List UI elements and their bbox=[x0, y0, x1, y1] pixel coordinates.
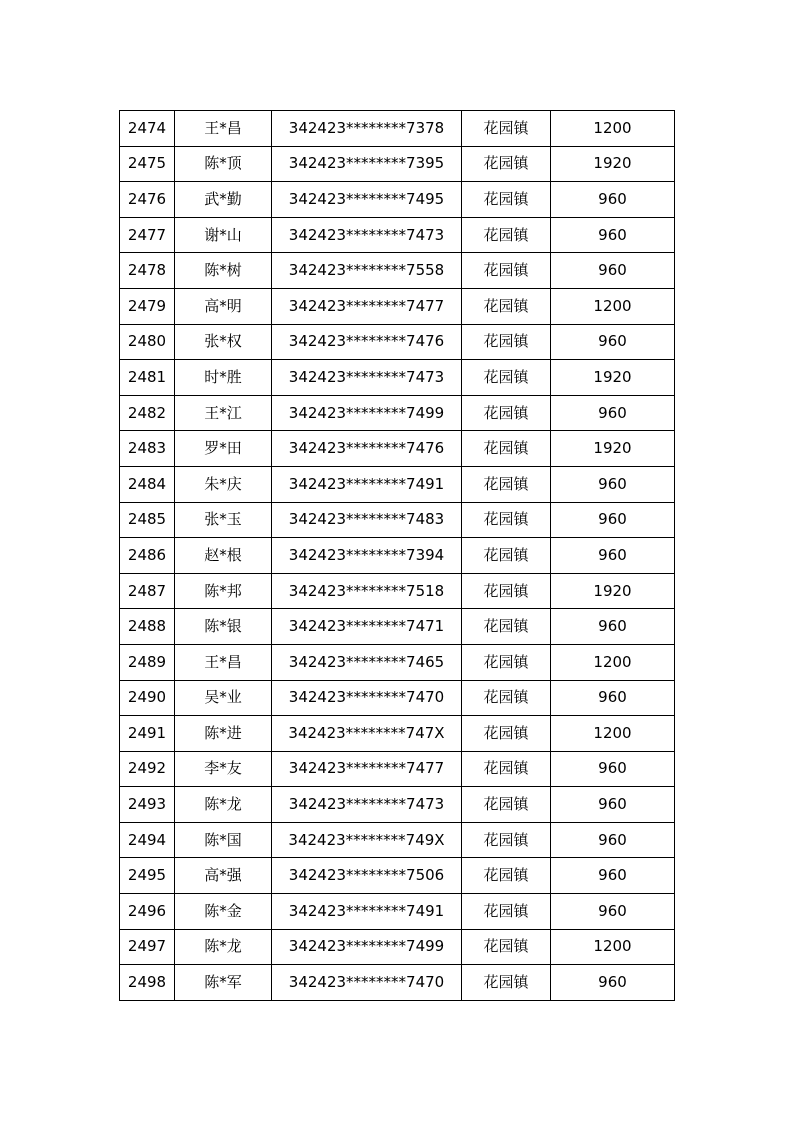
records-table bbox=[119, 110, 675, 1001]
cell-town: 花园镇 bbox=[462, 680, 551, 716]
cell-serial-number: 2474 bbox=[120, 111, 175, 147]
cell-id-number: 342423********747X bbox=[272, 716, 462, 752]
cell-id-number: 342423********7473 bbox=[272, 787, 462, 823]
cell-name: 陈*国 bbox=[175, 822, 272, 858]
table-row bbox=[120, 111, 675, 147]
cell-town: 花园镇 bbox=[462, 609, 551, 645]
table-row bbox=[120, 324, 675, 360]
table-row bbox=[120, 929, 675, 965]
cell-id-number: 342423********7499 bbox=[272, 929, 462, 965]
cell-id-number: 342423********7476 bbox=[272, 324, 462, 360]
cell-name: 高*明 bbox=[175, 288, 272, 324]
table-row bbox=[120, 858, 675, 894]
table-row bbox=[120, 253, 675, 289]
cell-town: 花园镇 bbox=[462, 538, 551, 574]
cell-amount: 1200 bbox=[551, 111, 675, 147]
cell-amount: 960 bbox=[551, 395, 675, 431]
cell-name: 张*玉 bbox=[175, 502, 272, 538]
cell-town: 花园镇 bbox=[462, 324, 551, 360]
cell-amount: 960 bbox=[551, 894, 675, 930]
cell-serial-number: 2493 bbox=[120, 787, 175, 823]
cell-town: 花园镇 bbox=[462, 822, 551, 858]
cell-town: 花园镇 bbox=[462, 894, 551, 930]
table-row bbox=[120, 431, 675, 467]
cell-serial-number: 2490 bbox=[120, 680, 175, 716]
cell-id-number: 342423********7378 bbox=[272, 111, 462, 147]
table-row bbox=[120, 395, 675, 431]
cell-amount: 960 bbox=[551, 965, 675, 1001]
cell-id-number: 342423********7477 bbox=[272, 288, 462, 324]
cell-id-number: 342423********7558 bbox=[272, 253, 462, 289]
cell-amount: 960 bbox=[551, 538, 675, 574]
cell-id-number: 342423********7470 bbox=[272, 965, 462, 1001]
cell-town: 花园镇 bbox=[462, 253, 551, 289]
cell-id-number: 342423********7395 bbox=[272, 146, 462, 182]
cell-name: 武*勤 bbox=[175, 182, 272, 218]
table-row bbox=[120, 822, 675, 858]
table-row bbox=[120, 680, 675, 716]
cell-serial-number: 2481 bbox=[120, 360, 175, 396]
cell-id-number: 342423********7471 bbox=[272, 609, 462, 645]
cell-serial-number: 2497 bbox=[120, 929, 175, 965]
cell-amount: 960 bbox=[551, 751, 675, 787]
cell-town: 花园镇 bbox=[462, 431, 551, 467]
cell-serial-number: 2479 bbox=[120, 288, 175, 324]
cell-town: 花园镇 bbox=[462, 573, 551, 609]
table-row bbox=[120, 538, 675, 574]
table-row bbox=[120, 146, 675, 182]
cell-amount: 960 bbox=[551, 502, 675, 538]
cell-serial-number: 2483 bbox=[120, 431, 175, 467]
cell-serial-number: 2476 bbox=[120, 182, 175, 218]
cell-amount: 960 bbox=[551, 858, 675, 894]
cell-id-number: 342423********7470 bbox=[272, 680, 462, 716]
cell-name: 陈*邦 bbox=[175, 573, 272, 609]
table-row bbox=[120, 573, 675, 609]
table-row bbox=[120, 502, 675, 538]
cell-id-number: 342423********7394 bbox=[272, 538, 462, 574]
cell-town: 花园镇 bbox=[462, 217, 551, 253]
table-row bbox=[120, 466, 675, 502]
cell-serial-number: 2486 bbox=[120, 538, 175, 574]
cell-serial-number: 2489 bbox=[120, 644, 175, 680]
cell-name: 陈*顶 bbox=[175, 146, 272, 182]
table-row bbox=[120, 182, 675, 218]
table-row bbox=[120, 751, 675, 787]
cell-name: 王*江 bbox=[175, 395, 272, 431]
cell-serial-number: 2475 bbox=[120, 146, 175, 182]
cell-id-number: 342423********7473 bbox=[272, 217, 462, 253]
cell-amount: 960 bbox=[551, 182, 675, 218]
cell-amount: 1200 bbox=[551, 288, 675, 324]
cell-name: 高*强 bbox=[175, 858, 272, 894]
cell-town: 花园镇 bbox=[462, 182, 551, 218]
cell-town: 花园镇 bbox=[462, 466, 551, 502]
cell-name: 李*友 bbox=[175, 751, 272, 787]
table-row bbox=[120, 965, 675, 1001]
table-row bbox=[120, 894, 675, 930]
table-row bbox=[120, 288, 675, 324]
cell-id-number: 342423********7473 bbox=[272, 360, 462, 396]
cell-amount: 960 bbox=[551, 822, 675, 858]
cell-id-number: 342423********7477 bbox=[272, 751, 462, 787]
table-row bbox=[120, 360, 675, 396]
cell-serial-number: 2485 bbox=[120, 502, 175, 538]
records-table-body bbox=[120, 111, 675, 1001]
cell-serial-number: 2487 bbox=[120, 573, 175, 609]
table-row bbox=[120, 217, 675, 253]
cell-amount: 960 bbox=[551, 680, 675, 716]
cell-amount: 960 bbox=[551, 324, 675, 360]
cell-amount: 960 bbox=[551, 217, 675, 253]
cell-serial-number: 2484 bbox=[120, 466, 175, 502]
table-row bbox=[120, 787, 675, 823]
cell-serial-number: 2494 bbox=[120, 822, 175, 858]
cell-town: 花园镇 bbox=[462, 787, 551, 823]
table-row bbox=[120, 716, 675, 752]
cell-serial-number: 2491 bbox=[120, 716, 175, 752]
cell-name: 陈*军 bbox=[175, 965, 272, 1001]
cell-id-number: 342423********749X bbox=[272, 822, 462, 858]
cell-town: 花园镇 bbox=[462, 751, 551, 787]
cell-name: 王*昌 bbox=[175, 111, 272, 147]
cell-amount: 960 bbox=[551, 253, 675, 289]
cell-name: 朱*庆 bbox=[175, 466, 272, 502]
cell-name: 赵*根 bbox=[175, 538, 272, 574]
cell-town: 花园镇 bbox=[462, 360, 551, 396]
cell-town: 花园镇 bbox=[462, 502, 551, 538]
cell-amount: 960 bbox=[551, 787, 675, 823]
cell-town: 花园镇 bbox=[462, 716, 551, 752]
cell-serial-number: 2488 bbox=[120, 609, 175, 645]
cell-id-number: 342423********7465 bbox=[272, 644, 462, 680]
table-row bbox=[120, 644, 675, 680]
cell-id-number: 342423********7506 bbox=[272, 858, 462, 894]
cell-serial-number: 2495 bbox=[120, 858, 175, 894]
cell-id-number: 342423********7483 bbox=[272, 502, 462, 538]
cell-name: 陈*进 bbox=[175, 716, 272, 752]
cell-id-number: 342423********7495 bbox=[272, 182, 462, 218]
cell-name: 罗*田 bbox=[175, 431, 272, 467]
cell-amount: 1920 bbox=[551, 431, 675, 467]
cell-amount: 960 bbox=[551, 609, 675, 645]
cell-town: 花园镇 bbox=[462, 965, 551, 1001]
cell-town: 花园镇 bbox=[462, 929, 551, 965]
cell-name: 陈*龙 bbox=[175, 929, 272, 965]
cell-serial-number: 2480 bbox=[120, 324, 175, 360]
cell-amount: 960 bbox=[551, 466, 675, 502]
cell-town: 花园镇 bbox=[462, 395, 551, 431]
cell-serial-number: 2496 bbox=[120, 894, 175, 930]
cell-amount: 1920 bbox=[551, 360, 675, 396]
cell-serial-number: 2478 bbox=[120, 253, 175, 289]
cell-town: 花园镇 bbox=[462, 288, 551, 324]
cell-amount: 1920 bbox=[551, 146, 675, 182]
cell-name: 谢*山 bbox=[175, 217, 272, 253]
cell-name: 陈*龙 bbox=[175, 787, 272, 823]
cell-amount: 1920 bbox=[551, 573, 675, 609]
table-row bbox=[120, 609, 675, 645]
cell-id-number: 342423********7491 bbox=[272, 466, 462, 502]
cell-id-number: 342423********7499 bbox=[272, 395, 462, 431]
cell-id-number: 342423********7476 bbox=[272, 431, 462, 467]
cell-amount: 1200 bbox=[551, 716, 675, 752]
cell-amount: 1200 bbox=[551, 929, 675, 965]
cell-id-number: 342423********7518 bbox=[272, 573, 462, 609]
cell-name: 张*权 bbox=[175, 324, 272, 360]
cell-town: 花园镇 bbox=[462, 111, 551, 147]
cell-name: 吴*业 bbox=[175, 680, 272, 716]
cell-serial-number: 2482 bbox=[120, 395, 175, 431]
cell-town: 花园镇 bbox=[462, 644, 551, 680]
cell-amount: 1200 bbox=[551, 644, 675, 680]
cell-name: 陈*银 bbox=[175, 609, 272, 645]
cell-town: 花园镇 bbox=[462, 858, 551, 894]
cell-serial-number: 2492 bbox=[120, 751, 175, 787]
cell-name: 陈*树 bbox=[175, 253, 272, 289]
cell-name: 时*胜 bbox=[175, 360, 272, 396]
cell-id-number: 342423********7491 bbox=[272, 894, 462, 930]
cell-town: 花园镇 bbox=[462, 146, 551, 182]
cell-serial-number: 2477 bbox=[120, 217, 175, 253]
cell-name: 王*昌 bbox=[175, 644, 272, 680]
cell-serial-number: 2498 bbox=[120, 965, 175, 1001]
cell-name: 陈*金 bbox=[175, 894, 272, 930]
